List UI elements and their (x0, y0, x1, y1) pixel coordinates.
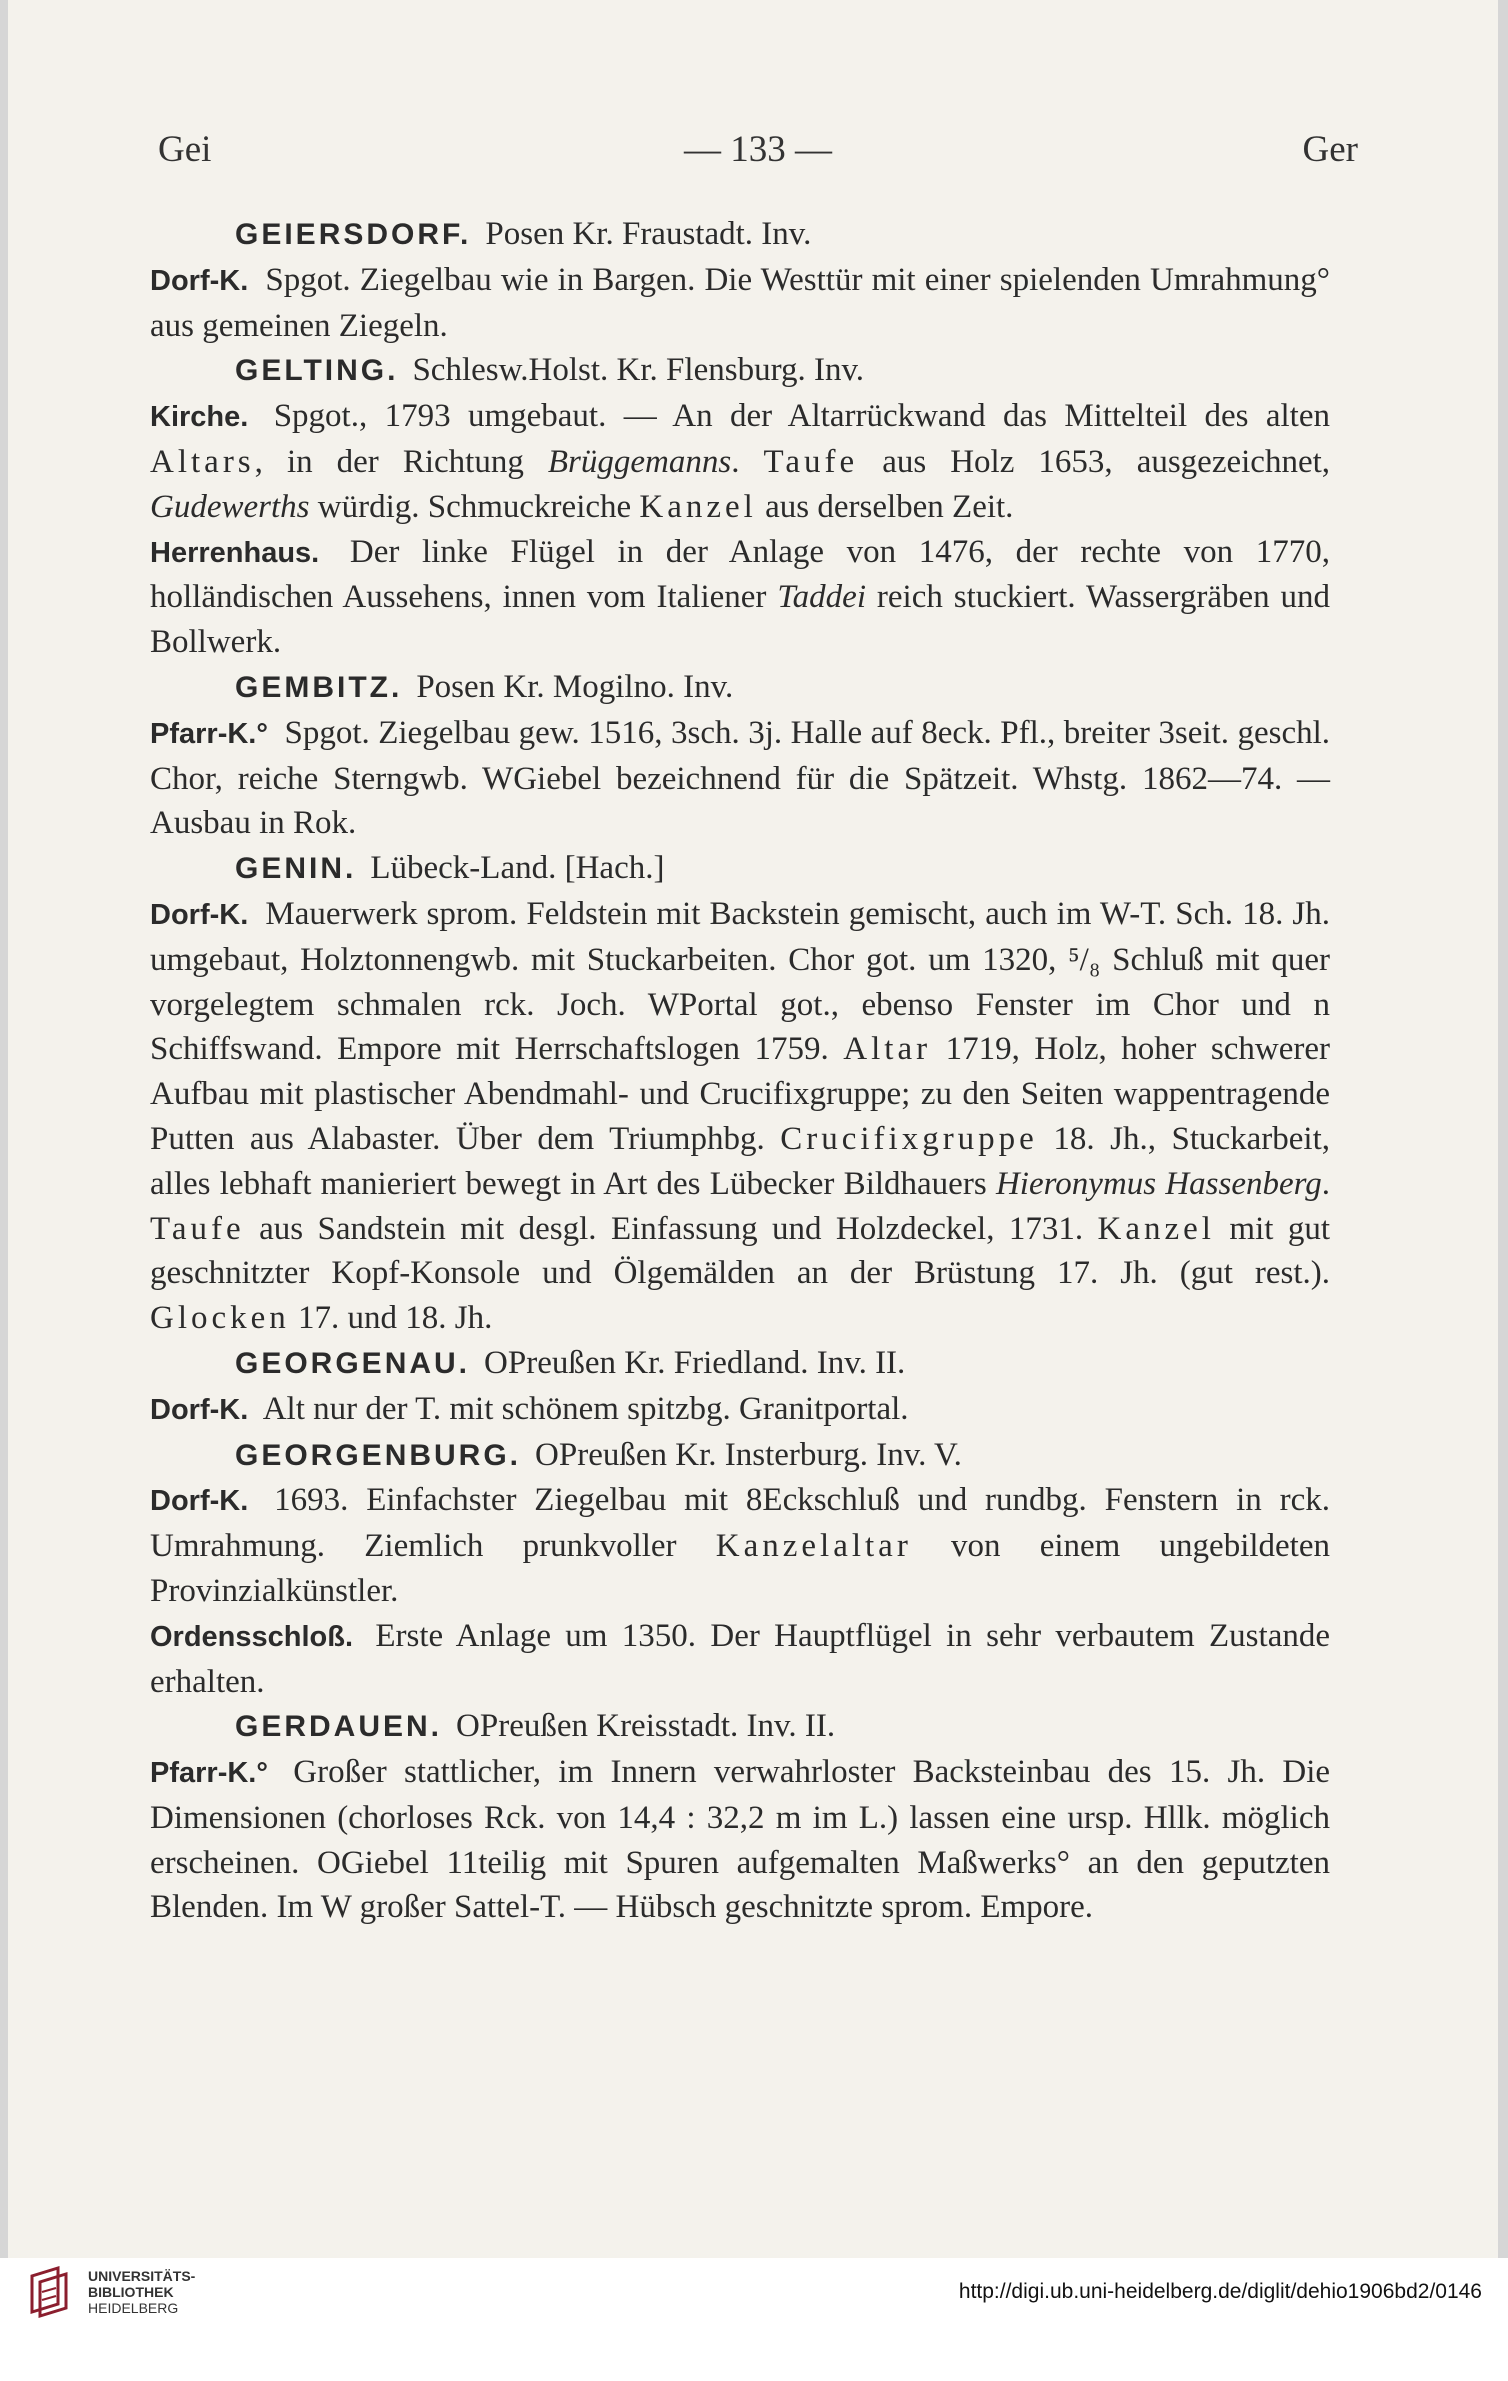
place-name: GERDAUEN. (235, 1710, 443, 1744)
spaced-term: Taufe (150, 1210, 245, 1247)
building-label: Dorf-K. (150, 1393, 249, 1426)
building-label: Dorf-K. (150, 264, 249, 297)
paragraph-text: von einem ungebildeten Provinzialkünstler. (150, 1528, 1330, 1609)
paragraph-text: 1693. Einfachster Ziegelbau mit 8Eckschluß und rundbg. Fenstern in rck. Umrahmung. Ziemlich prunkvoller (150, 1482, 1330, 1565)
place-name: GEIERSDORF. (235, 218, 472, 251)
paragraph-text: Erste Anlage um 1350. Der Hauptflügel in sehr verbautem Zustande erhalten. (150, 1617, 1330, 1700)
building-label: Dorf-K. (150, 1485, 249, 1518)
paragraph-text: Spgot. Ziegelbau gew. 1516, 3sch. 3j. Halle auf 8eck. Pfl., breiter 3seit. geschl. Chor, reiche Sterngwb. WGiebel bezeichnend für die Spätzeit. Whstg. 1862—74. — Ausbau in Rok. (150, 714, 1331, 842)
permalink-url[interactable]: http://digi.ub.uni-heidelberg.de/diglit/dehio1906bd2/0146 (958, 2280, 1482, 2303)
place-details: OPreußen Kr. Friedland. Inv. II. (484, 1344, 906, 1381)
entry-paragraph (150, 530, 1330, 665)
library-name-line: UNIVERSITÄTS- (88, 2268, 196, 2284)
place-name: GEMBITZ. (235, 670, 403, 704)
artist-name: Hieronymus Hassenberg (995, 1165, 1322, 1202)
paragraph-text: Mauerwerk sprom. Feldstein mit Backstein gemischt, auch im W-T. Sch. 18. Jh. umgebaut, Holztonnengwb. mit Stuckarbeiten. Chor got. um 1320, ⁵/₈ Schluß mit quer vorgelegtem schmalen rck. Joch. WPortal got., ebenso Fenster im Chor und n Schiffswand. Empore mit Herrschaftslogen 1759. (150, 895, 1330, 1068)
paragraph-text: aus Holz 1653, ausgezeichnet, (882, 443, 1331, 480)
building-label: Pfarr-K.° (150, 1757, 268, 1790)
spaced-term: Taufe (763, 443, 859, 480)
entry-heading (150, 1433, 1330, 1479)
entry-paragraph (150, 258, 1330, 349)
entry-heading (150, 1704, 1330, 1750)
entry-paragraph (150, 1387, 1330, 1433)
place-name: GEORGENAU. (235, 1346, 471, 1380)
building-label: Dorf-K. (150, 898, 249, 931)
entry-paragraph (150, 1750, 1330, 1930)
paragraph-text: Der linke Flügel in der Anlage von 1476, der rechte von 1770, holländischen Aussehens, innen vom Italiener (150, 533, 1330, 616)
artist-name: Brüggemanns (547, 443, 732, 480)
paragraph-text: 18. Jh., Stuckarbeit, alles lebhaft manieriert bewegt in Art des Lübecker Bildhauers (150, 1120, 1330, 1202)
library-name (88, 2268, 195, 2316)
paragraph-text: Spgot., 1793 umgebaut. — An der Altarrückwand das Mittelteil des alten (273, 398, 1330, 435)
page-header (158, 128, 1358, 178)
paragraph-text: Großer stattlicher, im Innern verwahrloster Backsteinbau des 15. Jh. Die Dimensionen (chorloses Rck. von 14,4 : 32,2 m im L.) lassen eine ursp. Hllk. möglich erscheinen. OGiebel 11teilig mit Spuren aufgemalten Maßwerks° an den geputzten Blenden. Im W großer Sattel-T. — Hübsch geschnitzte sprom. Empore. (150, 1754, 1331, 1926)
library-name-line: BIBLIOTHEK (88, 2284, 174, 2300)
spaced-term: Kanzel (639, 488, 757, 525)
spaced-term: Kanzelaltar (715, 1528, 912, 1565)
spaced-term: Altars (150, 443, 255, 480)
place-name: GEORGENBURG. (235, 1438, 522, 1472)
paragraph-text: . (1321, 1165, 1331, 1202)
paragraph-text: Spgot. Ziegelbau wie in Bargen. Die Westtür mit einer spielenden Umrahmung° aus gemeinen Ziegeln. (150, 261, 1331, 344)
place-details: Schlesw.Holst. Kr. Flensburg. Inv. (412, 352, 865, 389)
entry-heading (150, 348, 1330, 394)
paragraph-text: , in der Richtung (254, 443, 524, 480)
page-number: — 133 — (684, 129, 832, 170)
spaced-term: Kanzel (1097, 1210, 1215, 1247)
entry-heading (150, 212, 1330, 258)
place-details: Lübeck-Land. [Hach.] (370, 850, 665, 887)
spaced-term: Glocken (150, 1300, 290, 1337)
spaced-term: Crucifixgruppe (780, 1120, 1038, 1157)
entry-paragraph (150, 1614, 1330, 1705)
artist-name: Taddei (777, 579, 866, 616)
paragraph-text: Alt nur der T. mit schönem spitzbg. Granitportal. (262, 1390, 909, 1427)
paragraph-text: aus derselben Zeit. (765, 488, 1014, 525)
paragraph-text: reich stuckiert. Wassergräben und Bollwerk. (150, 579, 1331, 661)
paragraph-text: würdig. Schmuckreiche (317, 488, 632, 525)
entry-paragraph (150, 892, 1330, 1341)
entry-paragraph (150, 1478, 1330, 1613)
place-details: OPreußen Kreisstadt. Inv. II. (456, 1708, 836, 1745)
library-name-line: HEIDELBERG (88, 2300, 179, 2316)
library-logo-icon[interactable] (22, 2262, 82, 2322)
place-details: Posen Kr. Fraustadt. Inv. (485, 216, 812, 252)
header-left-guideword: Gei (158, 129, 212, 170)
entry-heading (150, 846, 1330, 892)
paragraph-text: 17. und 18. Jh. (298, 1300, 493, 1337)
header-right-guideword: Ger (1302, 129, 1358, 170)
place-name: GELTING. (235, 354, 399, 388)
building-label: Herrenhaus. (150, 536, 320, 569)
paragraph-text: mit gut geschnitzter Kopf-Konsole und Ölgemälden an der Brüstung 17. Jh. (gut rest.). (150, 1210, 1330, 1292)
entry-heading (150, 665, 1330, 711)
place-details: OPreußen Kr. Insterburg. Inv. V. (535, 1436, 962, 1473)
building-label: Ordensschloß. (150, 1620, 354, 1653)
paragraph-text: 1719, Holz, hoher schwerer Aufbau mit plastischer Abendmahl- und Crucifixgruppe; zu den Seiten wappentragende Putten aus Alabaster. Über dem Triumphbg. (150, 1031, 1331, 1157)
spaced-term: Altar (843, 1031, 932, 1068)
entry-paragraph (150, 711, 1330, 846)
place-name: GENIN. (235, 852, 357, 886)
paragraph-text: . (731, 443, 740, 480)
building-label: Pfarr-K.° (150, 717, 268, 750)
artist-name: Gudewerths (150, 488, 310, 525)
page-body (150, 212, 1330, 1930)
paragraph-text: aus Sandstein mit desgl. Einfassung und Holzdeckel, 1731. (259, 1210, 1084, 1247)
building-label: Kirche. (150, 401, 249, 434)
place-details: Posen Kr. Mogilno. Inv. (416, 668, 734, 705)
entry-paragraph (150, 394, 1330, 529)
viewer-footer (0, 2258, 1508, 2381)
entry-heading (150, 1341, 1330, 1387)
